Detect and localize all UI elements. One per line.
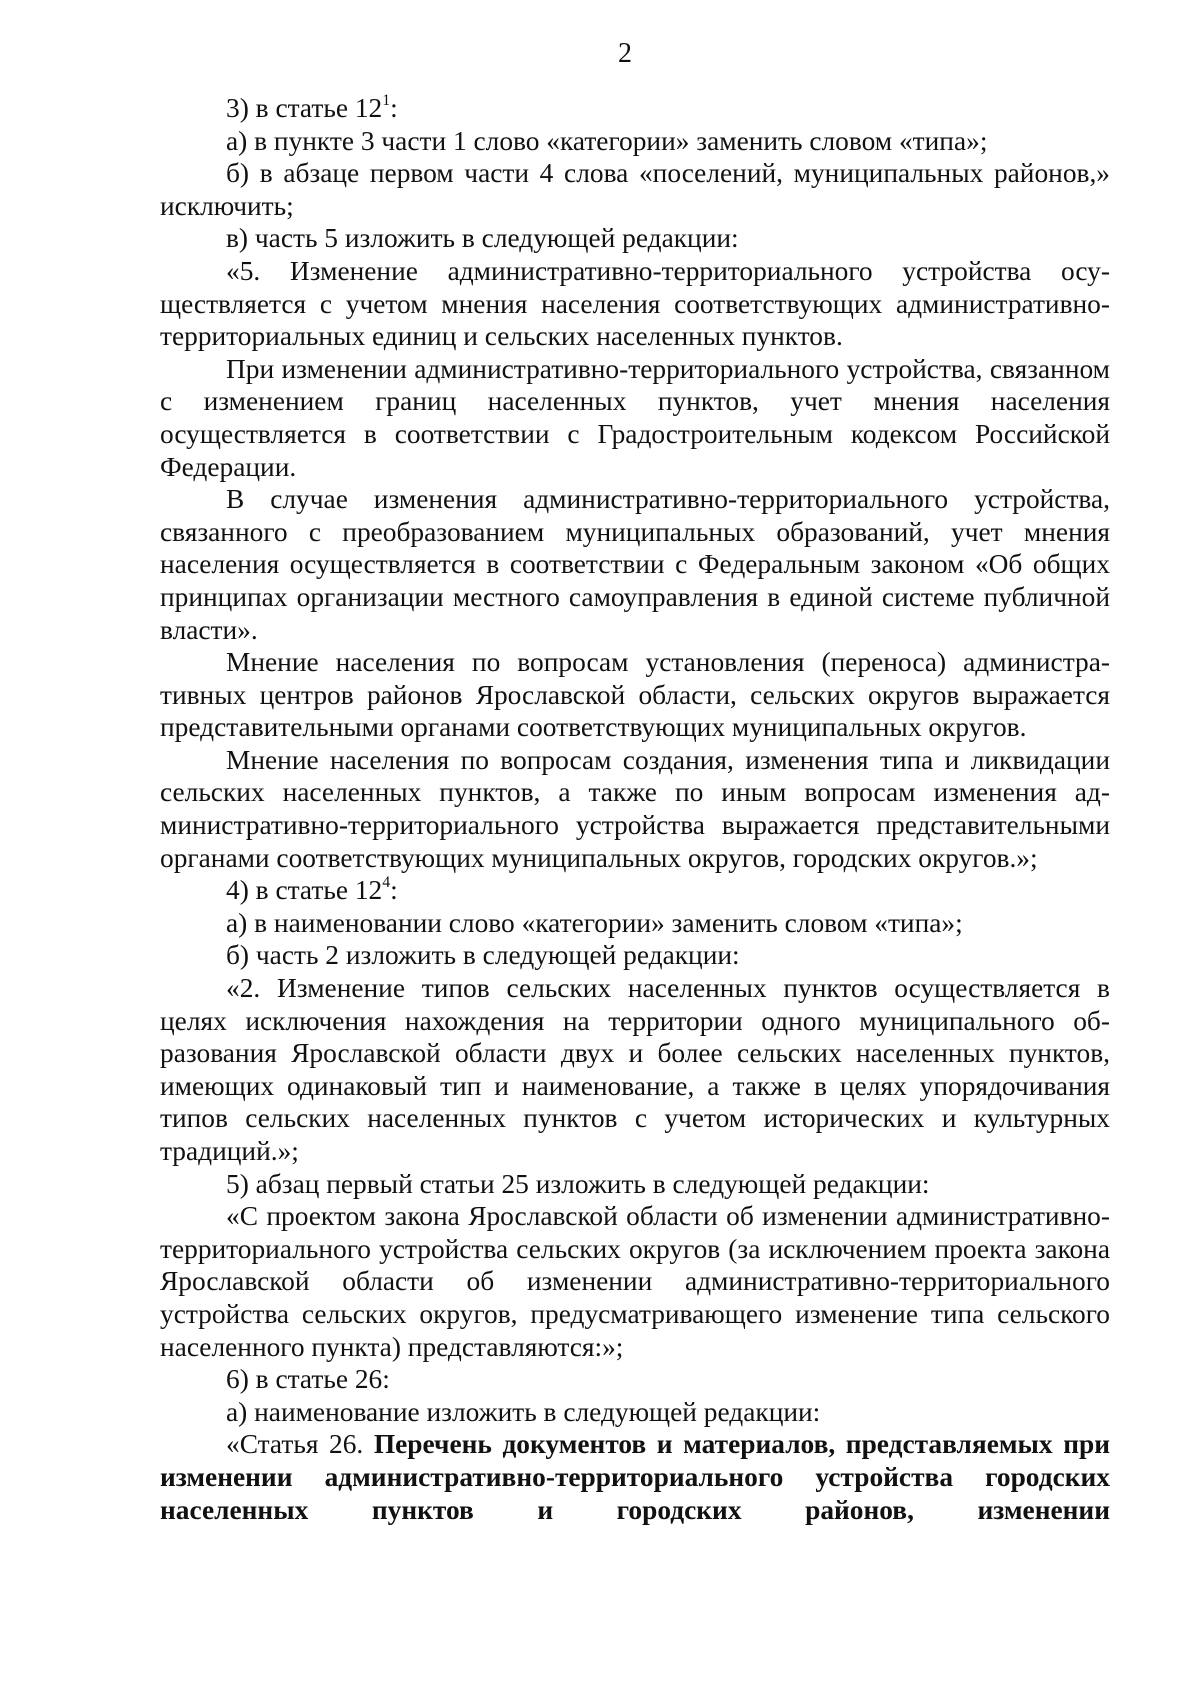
paragraph-text: : bbox=[390, 875, 398, 906]
superscript-index: 1 bbox=[382, 91, 391, 109]
paragraph: а) наименование изложить в следующей редакции: bbox=[226, 1396, 821, 1427]
paragraph-text: 3) в статье 12 bbox=[226, 93, 383, 123]
paragraph: 6) в статье 26: bbox=[226, 1364, 390, 1395]
paragraph: б) в абзаце первом части 4 слова «поселений, муниципальных районов,» исключить; bbox=[160, 158, 1110, 221]
document-body bbox=[160, 92, 1110, 1526]
paragraph: 5) абзац первый статьи 25 изложить в следующей редакции: bbox=[226, 1168, 930, 1199]
paragraph: а) в наименовании слово «категории» заменить словом «типа»; bbox=[226, 907, 963, 938]
paragraph: б) часть 2 изложить в следующей редакции: bbox=[226, 940, 740, 971]
paragraph-article-26-title bbox=[160, 1428, 1110, 1526]
paragraph-article-12-1 bbox=[160, 92, 1110, 125]
page-number: 2 bbox=[618, 38, 632, 69]
paragraph: в) часть 5 изложить в следующей редакции: bbox=[226, 223, 739, 254]
paragraph-article-12-4 bbox=[160, 874, 1110, 907]
paragraph: «5. Изменение административно-территориального устройства осуществляется с учетом мнения населения соответствующих административно-территориальных единиц и сельских населенных пунктов. bbox=[160, 255, 1110, 352]
superscript-index: 4 bbox=[382, 873, 391, 891]
paragraph: При изменении административно-территориального устройства, связанном с изменением границ населенных пунктов, учет мнения населения осуществляется в соответствии с Градостроительным кодексом Российской Федерации. bbox=[160, 353, 1110, 482]
paragraph: а) в пункте 3 части 1 слово «категории» заменить словом «типа»; bbox=[226, 125, 988, 156]
paragraph-text: : bbox=[390, 93, 398, 123]
paragraph-text: 4) в статье 12 bbox=[226, 875, 383, 906]
paragraph: Мнение населения по вопросам создания, изменения типа и ликвидации сельских населенных пунктов, а также по иным вопросам изменения административно-территориального устройства выражается представительными органами соответствующих муниципальных округов, городских округов.»; bbox=[160, 744, 1110, 873]
paragraph: «С проектом закона Ярославской области об изменении административно-территориального устройства сельских округов (за исключением проекта закона Ярославской области об изменении административно-территориального устройства сельских округов, предусматривающего изменение типа сельского населенного пункта) представляются:»; bbox=[160, 1201, 1110, 1362]
paragraph-text: «Статья 26. bbox=[226, 1429, 374, 1460]
article-title-bold: Перечень документов и материалов, представляемых при изменении административно-территориального устройства городских населенных пунктов и городских районов, изменении bbox=[160, 1429, 1110, 1525]
paragraph: Мнение населения по вопросам установления (переноса) административных центров районов Ярославской области, сельских округов выражается представительными органами соответствующих муниципальных округов. bbox=[160, 647, 1110, 743]
paragraph: «2. Изменение типов сельских населенных пунктов осуществляется в целях исключения нахождения на территории одного муниципального образования Ярославской области двух и более сельских населенных пунктов, имеющих одинаковый тип и наименование, а также в целях упорядочивания типов сельских населенных пунктов с учетом исторических и культурных традиций.»; bbox=[160, 973, 1110, 1166]
paragraph: В случае изменения административно-территориального устройства, связанного с преобразованием муниципальных образований, учет мнения населения осуществляется в соответствии с Федеральным законом «Об общих принципах организации местного самоуправления в единой системе публичной власти». bbox=[160, 484, 1110, 645]
